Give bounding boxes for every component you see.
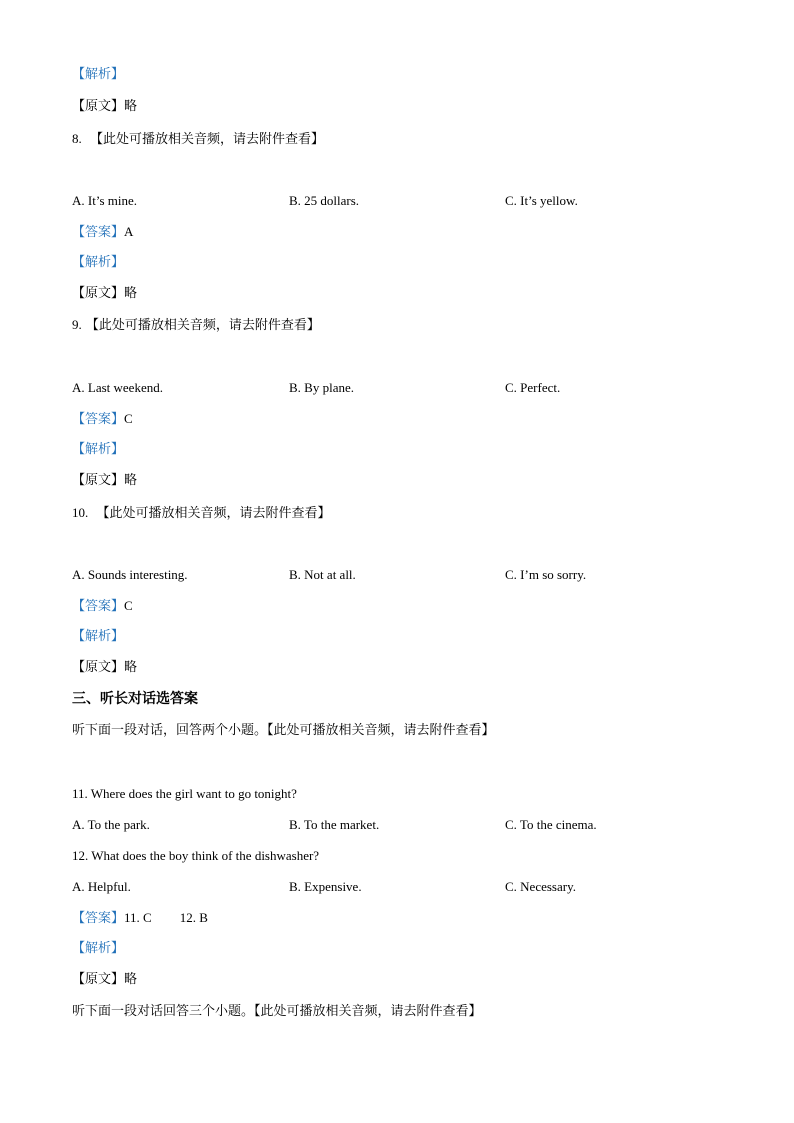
q10-option-a: A. Sounds interesting. — [72, 567, 188, 582]
question-11: 11. Where does the girl want to go tonight? — [72, 786, 297, 801]
q11-option-a: A. To the park. — [72, 817, 150, 832]
q12-option-c: C. Necessary. — [505, 879, 576, 894]
answer-11: 11. C — [124, 910, 152, 925]
q10-answer — [72, 597, 133, 616]
original-text-line — [72, 98, 137, 116]
answers-11-12-analysis-label: 【解析】 — [72, 941, 125, 956]
q9-analysis-label: 【解析】 — [72, 442, 125, 457]
audio-placeholder[interactable]: 【此处可播放相关音频，请去附件查看】 — [85, 318, 320, 333]
q11-option-c: C. To the cinema. — [505, 817, 597, 832]
answers-11-12 — [72, 909, 208, 928]
answer-label: 【答案】 — [72, 412, 125, 427]
original-label: 【原文】 — [72, 286, 125, 301]
question-number: 8. — [72, 131, 82, 146]
answers-11-12-original — [72, 971, 137, 989]
audio-placeholder[interactable]: 【此处可播放相关音频，请去附件查看】 — [96, 506, 331, 521]
question-number: 9. — [72, 317, 82, 332]
answer-value: C — [124, 598, 133, 613]
question-10 — [72, 504, 331, 523]
q8-analysis-label: 【解析】 — [72, 255, 125, 270]
q8-answer — [72, 223, 133, 242]
q11-option-b: B. To the market. — [289, 817, 380, 832]
original-value: 略 — [124, 660, 138, 675]
q9-answer — [72, 410, 133, 429]
question-8 — [72, 130, 324, 149]
answer-label: 【答案】 — [72, 911, 125, 926]
q9-option-b: B. By plane. — [289, 380, 354, 395]
q10-option-c: C. I’m so sorry. — [505, 567, 587, 582]
original-value: 略 — [124, 286, 138, 301]
q8-original — [72, 285, 137, 303]
answer-value: C — [124, 411, 133, 426]
original-value: 略 — [124, 473, 138, 488]
q10-option-b: B. Not at all. — [289, 567, 356, 582]
section-heading: 三、听长对话选答案 — [72, 691, 198, 707]
answer-12: 12. B — [179, 910, 208, 925]
section-intro: 听下面一段对话，回答两个小题。【此处可播放相关音频，请去附件查看】 — [72, 723, 495, 738]
question-9 — [72, 316, 320, 335]
analysis-label: 【解析】 — [72, 67, 125, 82]
original-label: 【原文】 — [72, 473, 125, 488]
q10-analysis-label: 【解析】 — [72, 629, 125, 644]
answer-value: A — [124, 224, 134, 239]
original-label: 【原文】 — [72, 660, 125, 675]
audio-placeholder[interactable]: 【此处可播放相关音频，请去附件查看】 — [90, 132, 325, 147]
original-value: 略 — [124, 972, 138, 987]
q9-option-c: C. Perfect. — [505, 380, 561, 395]
original-label: 【原文】 — [72, 99, 125, 114]
original-label: 【原文】 — [72, 972, 125, 987]
q8-option-b: B. 25 dollars. — [289, 193, 360, 208]
original-value: 略 — [124, 99, 138, 114]
q8-option-a: A. It’s mine. — [72, 193, 137, 208]
q12-option-a: A. Helpful. — [72, 879, 131, 894]
next-dialogue-intro: 听下面一段对话回答三个小题。【此处可播放相关音频，请去附件查看】 — [72, 1004, 482, 1019]
q10-original — [72, 659, 137, 677]
q9-option-a: A. Last weekend. — [72, 380, 163, 395]
q12-option-b: B. Expensive. — [289, 879, 362, 894]
q9-original — [72, 472, 137, 490]
question-number: 10. — [72, 505, 89, 520]
answer-label: 【答案】 — [72, 225, 125, 240]
question-12: 12. What does the boy think of the dishwasher? — [72, 848, 320, 863]
q8-option-c: C. It’s yellow. — [505, 193, 578, 208]
answer-label: 【答案】 — [72, 599, 125, 614]
